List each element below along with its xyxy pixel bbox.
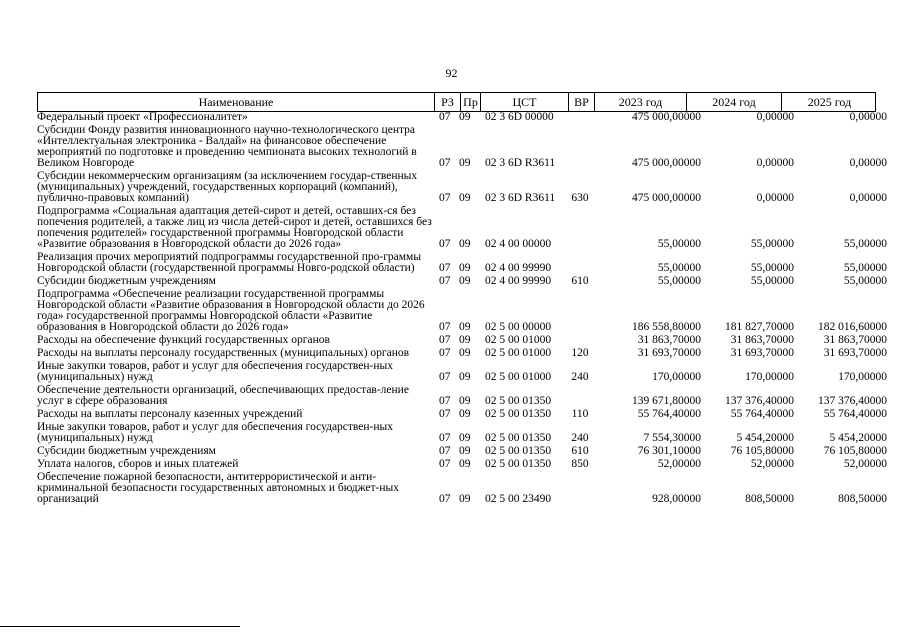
cell-cst: 02 3 6D R3611 [485, 157, 556, 169]
cell-rz: 07 [439, 238, 451, 250]
cell-y2023: 52,00000 [657, 458, 701, 470]
cell-rz: 07 [439, 334, 451, 346]
cell-cst: 02 5 00 01000 [485, 334, 552, 346]
header-2023: 2023 год [594, 93, 686, 111]
table-row [37, 111, 887, 123]
cell-rz: 07 [439, 275, 451, 287]
cell-pr: 09 [459, 321, 471, 333]
cell-rz: 07 [439, 445, 451, 457]
cell-name: Расходы на обеспечение функций государственных органов [37, 334, 330, 346]
cell-rz: 07 [439, 262, 451, 274]
cell-y2024: 55 764,40000 [730, 408, 794, 420]
cell-name: Реализация прочих мероприятий подпрограммы государственной про-граммы Новгородской области (государственной программы Новго-родской области) [37, 251, 422, 274]
cell-cst: 02 4 00 99990 [485, 262, 552, 274]
cell-cst: 02 5 00 01350 [485, 408, 552, 420]
cell-y2025: 76 105,80000 [823, 445, 887, 457]
table-row [37, 205, 887, 250]
cell-y2025: 170,00000 [838, 371, 887, 383]
table-row [37, 334, 887, 346]
cell-cst: 02 4 00 00000 [485, 238, 552, 250]
header-vr: ВР [568, 93, 594, 111]
cell-cst: 02 5 00 01350 [485, 445, 552, 457]
cell-vr: 630 [571, 192, 589, 204]
cell-cst: 02 3 6D R3611 [485, 192, 556, 204]
cell-y2024: 31 863,70000 [730, 334, 794, 346]
cell-y2025: 55 764,40000 [823, 408, 887, 420]
cell-y2025: 52,00000 [843, 458, 887, 470]
cell-y2024: 5 454,20000 [736, 432, 794, 444]
cell-y2024: 137 376,40000 [725, 395, 794, 407]
cell-y2025: 55,00000 [843, 262, 887, 274]
cell-y2025: 0,00000 [849, 111, 887, 123]
cell-y2025: 137 376,40000 [818, 395, 887, 407]
cell-name: Иные закупки товаров, работ и услуг для обеспечения государствен-ных (муниципальных) нужд [37, 360, 394, 383]
table-row [37, 408, 887, 420]
cell-vr: 240 [571, 432, 589, 444]
table-row [37, 384, 887, 407]
cell-y2024: 0,00000 [756, 111, 794, 123]
cell-y2024: 76 105,80000 [730, 445, 794, 457]
cell-y2025: 0,00000 [849, 157, 887, 169]
header-name: Наименование [198, 95, 274, 109]
cell-name: Субсидии бюджетным учреждениям [37, 275, 216, 287]
cell-y2023: 55,00000 [657, 238, 701, 250]
cell-name: Расходы на выплаты персоналу казенных учреждений [37, 408, 303, 420]
table-row [37, 288, 887, 333]
cell-y2023: 7 554,30000 [643, 432, 701, 444]
cell-name: Расходы на выплаты персоналу государственных (муниципальных) органов [37, 347, 410, 359]
cell-y2023: 55,00000 [657, 275, 701, 287]
cell-vr: 610 [571, 445, 589, 457]
cell-rz: 07 [439, 111, 451, 123]
cell-rz: 07 [439, 192, 451, 204]
budget-table [37, 92, 887, 507]
cell-name: Подпрограмма «Обеспечение реализации государственной программы Новгородской области «Развитие образования в Новгородской области до 2026 года» государственной программы Новгородской области «Развитие образования в Новгородской области до 2026 года» [37, 288, 425, 333]
cell-cst: 02 5 00 01350 [485, 458, 552, 470]
cell-pr: 09 [459, 395, 471, 407]
table-row [37, 275, 887, 287]
cell-rz: 07 [439, 395, 451, 407]
cell-y2024: 170,00000 [745, 371, 794, 383]
cell-name: Субсидии некоммерческим организациям (за исключением государ-ственных (муниципальных) учреждений, государственных корпораций (компаний), публично-правовых компаний) [37, 170, 418, 204]
cell-rz: 07 [439, 458, 451, 470]
cell-cst: 02 5 00 01350 [485, 395, 552, 407]
cell-y2025: 31 693,70000 [823, 347, 887, 359]
table-row [37, 170, 887, 204]
cell-y2023: 55 764,40000 [637, 408, 701, 420]
cell-pr: 09 [459, 408, 471, 420]
header-rz: РЗ [434, 93, 460, 111]
cell-rz: 07 [439, 157, 451, 169]
cell-y2025: 55,00000 [843, 275, 887, 287]
cell-y2024: 181 827,70000 [725, 321, 794, 333]
cell-pr: 09 [459, 275, 471, 287]
cell-vr: 240 [571, 371, 589, 383]
cell-rz: 07 [439, 347, 451, 359]
table-row [37, 251, 887, 274]
header-cst: ЦСТ [480, 93, 568, 111]
cell-name: Подпрограмма «Социальная адаптация детей-сирот и детей, оставших-ся без попечения родителей, а также лиц из числа детей-сирот и детей, оставшихся без попечения родителей» государственной программы Новгородской области «Развитие образования в Новгородской области до 2026 года» [37, 205, 432, 250]
cell-y2024: 55,00000 [750, 262, 794, 274]
cell-pr: 09 [459, 371, 471, 383]
cell-y2023: 76 301,10000 [637, 445, 701, 457]
cell-y2024: 55,00000 [750, 275, 794, 287]
footnote-divider [0, 626, 240, 627]
table-body [37, 111, 887, 505]
cell-pr: 09 [459, 192, 471, 204]
cell-name: Субсидии Фонду развития инновационного научно-технологического центра «Интеллектуальная электроника - Валдай» на финансовое обеспечение мероприятий по подготовке и проведению чемпионата высоких технологий в Великом Новгороде [37, 124, 417, 169]
cell-cst: 02 5 00 00000 [485, 321, 552, 333]
cell-name: Субсидии бюджетным учреждениям [37, 445, 216, 457]
cell-y2025: 182 016,60000 [818, 321, 887, 333]
cell-pr: 09 [459, 262, 471, 274]
cell-y2024: 0,00000 [756, 157, 794, 169]
cell-pr: 09 [459, 157, 471, 169]
cell-vr: 610 [571, 275, 589, 287]
cell-name: Обеспечение пожарной безопасности, антитеррористической и анти-криминальной безопасности государственных автономных и бюджет-ных организаций [37, 471, 399, 505]
cell-vr: 110 [571, 408, 589, 420]
table-row [37, 421, 887, 444]
table-row [37, 124, 887, 169]
cell-rz: 07 [439, 371, 451, 383]
cell-cst: 02 5 00 01000 [485, 371, 552, 383]
cell-cst: 02 5 00 01000 [485, 347, 552, 359]
cell-pr: 09 [459, 347, 471, 359]
cell-vr: 850 [571, 458, 589, 470]
cell-y2023: 55,00000 [657, 262, 701, 274]
cell-rz: 07 [439, 408, 451, 420]
cell-y2024: 52,00000 [750, 458, 794, 470]
table-row [37, 360, 887, 383]
cell-y2025: 5 454,20000 [829, 432, 887, 444]
cell-vr: 120 [571, 347, 589, 359]
cell-pr: 09 [459, 334, 471, 346]
cell-y2025: 808,50000 [838, 493, 887, 505]
cell-y2023: 170,00000 [652, 371, 701, 383]
cell-pr: 09 [459, 493, 471, 505]
cell-y2025: 31 863,70000 [823, 334, 887, 346]
cell-cst: 02 4 00 99990 [485, 275, 552, 287]
cell-name: Иные закупки товаров, работ и услуг для обеспечения государствен-ных (муниципальных) нужд [37, 421, 394, 444]
cell-y2024: 808,50000 [745, 493, 794, 505]
cell-pr: 09 [459, 445, 471, 457]
cell-rz: 07 [439, 432, 451, 444]
table-row [37, 347, 887, 359]
cell-y2023: 475 000,00000 [632, 192, 701, 204]
table-row [37, 471, 887, 505]
cell-name: Федеральный проект «Профессионалитет» [37, 111, 248, 123]
cell-name: Уплата налогов, сборов и иных платежей [37, 458, 239, 470]
cell-y2024: 31 693,70000 [730, 347, 794, 359]
cell-rz: 07 [439, 493, 451, 505]
cell-cst: 02 5 00 23490 [485, 493, 552, 505]
cell-y2025: 0,00000 [849, 192, 887, 204]
cell-y2025: 55,00000 [843, 238, 887, 250]
table-header [37, 92, 876, 112]
cell-y2023: 475 000,00000 [632, 111, 701, 123]
cell-y2024: 0,00000 [756, 192, 794, 204]
table-row [37, 445, 887, 457]
cell-y2023: 928,00000 [652, 493, 701, 505]
cell-cst: 02 5 00 01350 [485, 432, 552, 444]
cell-pr: 09 [459, 458, 471, 470]
cell-pr: 09 [459, 432, 471, 444]
cell-y2024: 55,00000 [750, 238, 794, 250]
cell-y2023: 186 558,80000 [632, 321, 701, 333]
cell-rz: 07 [439, 321, 451, 333]
cell-y2023: 31 863,70000 [637, 334, 701, 346]
header-2025: 2025 год [781, 93, 877, 111]
cell-cst: 02 3 6D 00000 [485, 111, 554, 123]
header-pr: Пр [460, 93, 480, 111]
cell-pr: 09 [459, 238, 471, 250]
cell-y2023: 139 671,80000 [632, 395, 701, 407]
cell-pr: 09 [459, 111, 471, 123]
cell-y2023: 31 693,70000 [637, 347, 701, 359]
header-2024: 2024 год [686, 93, 781, 111]
cell-name: Обеспечение деятельности организаций, обеспечивающих предостав-ление услуг в сфере образования [37, 384, 409, 407]
cell-y2023: 475 000,00000 [632, 157, 701, 169]
table-row [37, 458, 887, 470]
page-number: 92 [445, 66, 458, 80]
